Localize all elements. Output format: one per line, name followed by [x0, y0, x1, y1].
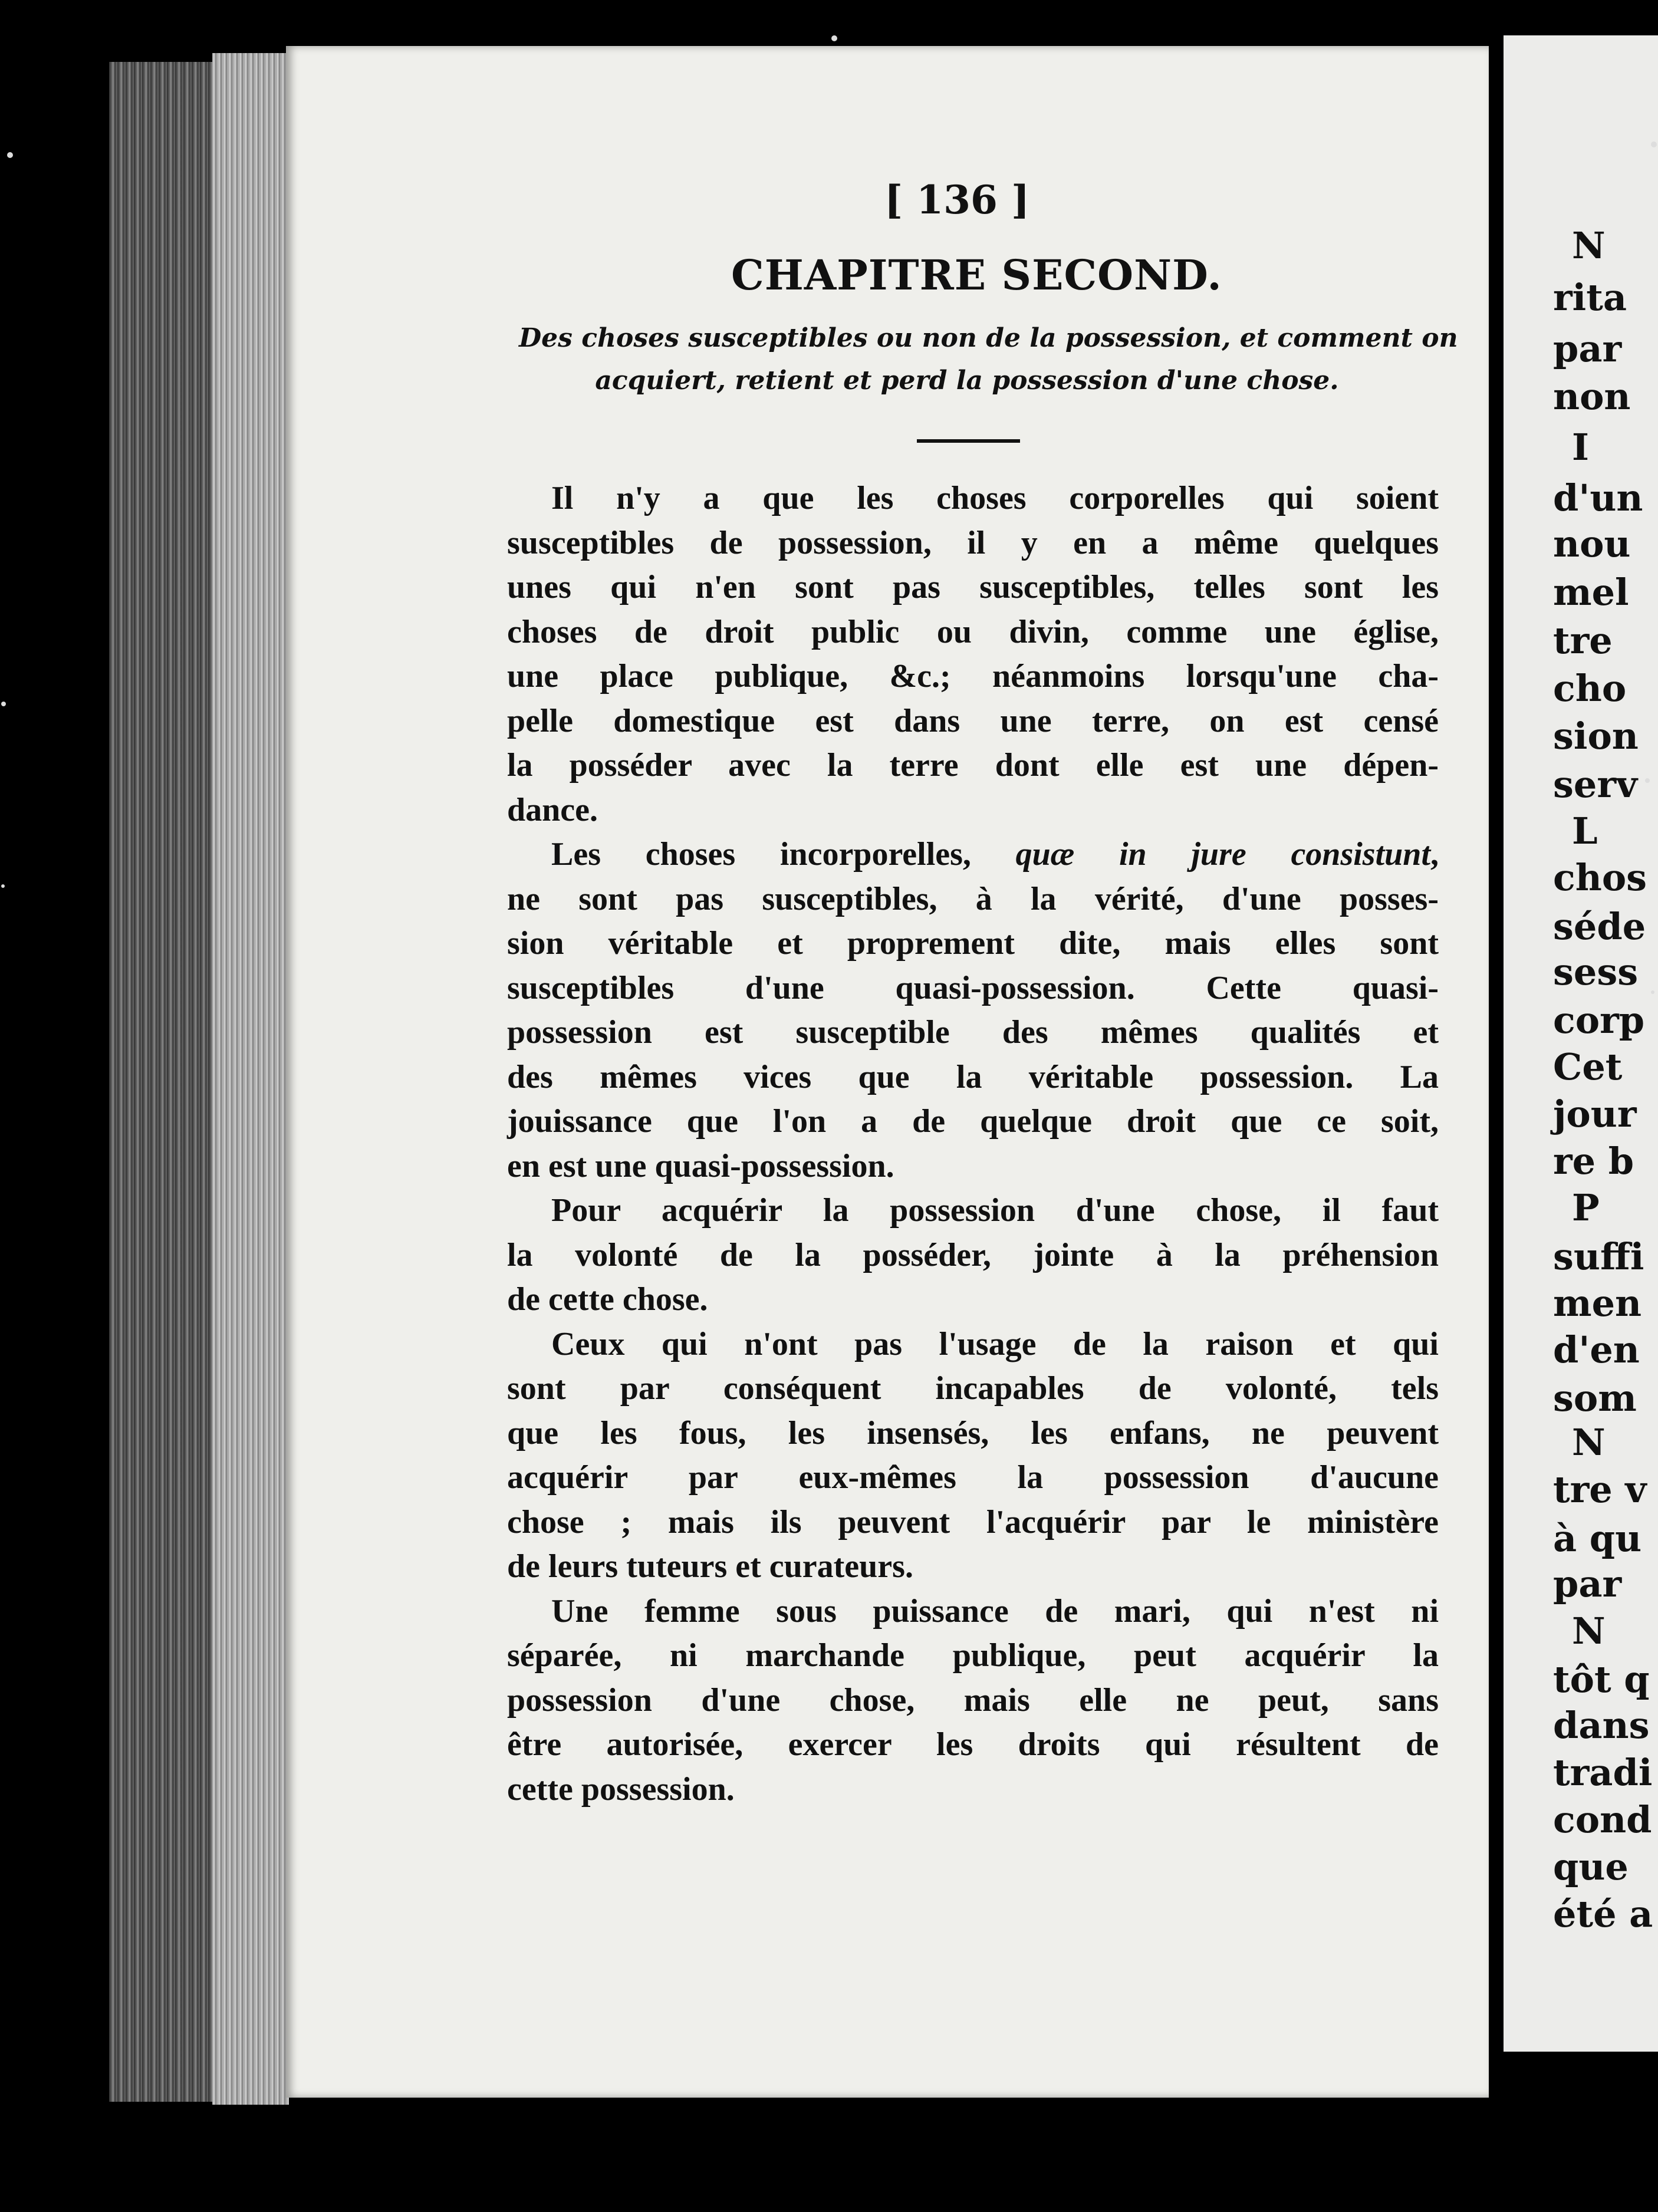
body-line: pelle domestique est dans une terre, on est censé [507, 702, 1439, 739]
page-number: [ 136 ] [884, 177, 1030, 223]
body-line: dance. [507, 791, 598, 828]
right-page-line: été a [1553, 1892, 1653, 1936]
right-page-line: tre v [1553, 1468, 1647, 1511]
right-page-line: serv [1553, 763, 1638, 806]
chapter-title: CHAPITRE SECOND. [731, 251, 1222, 299]
speck [1651, 141, 1657, 147]
right-page-line: suffi [1553, 1235, 1644, 1278]
right-page-line: N [1572, 1609, 1606, 1653]
body-line: Pour acquérir la possession d'une chose, il faut [551, 1192, 1439, 1229]
right-page-line: men [1553, 1282, 1642, 1325]
right-page-line: corp [1553, 999, 1645, 1042]
right-page-line: séde [1553, 905, 1646, 948]
right-page-line: I [1572, 426, 1590, 469]
right-page-fragment [1504, 35, 1658, 2052]
body-line: la volonté de la posséder, jointe à la préhension [507, 1236, 1439, 1273]
body-line: susceptibles d'une quasi-possession. Cette quasi- [507, 969, 1439, 1006]
right-page-line: Cet [1553, 1045, 1623, 1088]
body-line: possession est susceptible des mêmes qualités et [507, 1014, 1439, 1051]
book-page-edges-light [212, 53, 289, 2105]
right-page-line: jour [1553, 1092, 1637, 1135]
body-text [507, 476, 1439, 1812]
right-page-line: tôt q [1553, 1658, 1650, 1701]
right-page-line: re b [1553, 1140, 1634, 1183]
speck [7, 152, 13, 158]
right-page-line: par [1553, 1562, 1622, 1605]
body-line: de cette chose. [507, 1281, 708, 1318]
right-page-line: tradi [1553, 1751, 1653, 1794]
right-page-line: non [1553, 375, 1631, 418]
latin-phrase: quæ in jure consistunt [1015, 836, 1430, 873]
right-page-line: cond [1553, 1798, 1652, 1841]
body-line: séparée, ni marchande publique, peut acquérir la [507, 1637, 1439, 1674]
body-line: Les choses incorporelles, quæ in jure consistunt, [551, 836, 1439, 873]
right-page-line: N [1572, 1421, 1606, 1464]
right-page-line: nou [1553, 522, 1631, 565]
right-page-line: d'en [1553, 1328, 1640, 1371]
right-page-line: N [1572, 224, 1606, 267]
body-line: la posséder avec la terre dont elle est une dépen- [507, 747, 1439, 784]
chapter-subtitle-line-2: acquiert, retient et perd la possession d'une chose. [595, 366, 1339, 396]
speck [1651, 990, 1654, 994]
body-line: en est une quasi-possession. [507, 1147, 894, 1184]
right-page-line: sess [1553, 950, 1639, 993]
body-line: susceptibles de possession, il y en a même quelques [507, 524, 1439, 561]
body-line: sion véritable et proprement dite, mais elles sont [507, 925, 1439, 962]
body-line: choses de droit public ou divin, comme une église, [507, 613, 1439, 650]
body-line: des mêmes vices que la véritable possession. La [507, 1058, 1439, 1095]
speck [1645, 778, 1650, 783]
speck [831, 35, 837, 41]
body-line: acquérir par eux-mêmes la possession d'aucune [507, 1459, 1439, 1496]
body-line: jouissance que l'on a de quelque droit que ce soit, [507, 1103, 1439, 1140]
body-line: ne sont pas susceptibles, à la vérité, d'une posses- [507, 880, 1439, 917]
right-page-line: cho [1553, 667, 1627, 710]
body-line: que les fous, les insensés, les enfans, ne peuvent [507, 1414, 1439, 1451]
body-line: unes qui n'en sont pas susceptibles, telles sont les [507, 569, 1439, 605]
right-page-line: rita [1553, 276, 1627, 319]
right-page-line: sion [1553, 715, 1639, 758]
chapter-subtitle-line-1: Des choses susceptibles ou non de la possession, et comment on [519, 323, 1458, 353]
right-page-line: dans [1553, 1704, 1650, 1747]
speck [1, 702, 6, 706]
body-line: Il n'y a que les choses corporelles qui soient [551, 480, 1439, 516]
speck [1, 884, 5, 888]
body-line: possession d'une chose, mais elle ne peut, sans [507, 1681, 1439, 1719]
body-line: cette possession. [507, 1770, 735, 1808]
body-line: Ceux qui n'ont pas l'usage de la raison et qui [551, 1325, 1439, 1362]
body-line: Une femme sous puissance de mari, qui n'est ni [551, 1592, 1439, 1630]
right-page-line: d'un [1553, 476, 1643, 519]
body-line: être autorisée, exercer les droits qui résultent de [507, 1726, 1439, 1763]
right-page-line: P [1572, 1186, 1600, 1229]
right-page-line: à qu [1553, 1517, 1642, 1560]
right-page-line: som [1553, 1377, 1637, 1420]
right-page-line: tre [1553, 619, 1613, 662]
right-page-line: que [1553, 1845, 1629, 1888]
right-page-line: chos [1553, 856, 1647, 899]
body-line: de leurs tuteurs et curateurs. [507, 1548, 913, 1585]
body-line: une place publique, &c.; néanmoins lorsqu'une cha- [507, 658, 1439, 694]
right-page-line: L [1572, 809, 1598, 852]
body-line: sont par conséquent incapables de volonté, tels [507, 1370, 1439, 1407]
title-rule [917, 439, 1020, 443]
body-line: chose ; mais ils peuvent l'acquérir par le ministère [507, 1503, 1439, 1540]
right-page-line: par [1553, 327, 1622, 370]
right-page-line: mel [1553, 571, 1629, 614]
